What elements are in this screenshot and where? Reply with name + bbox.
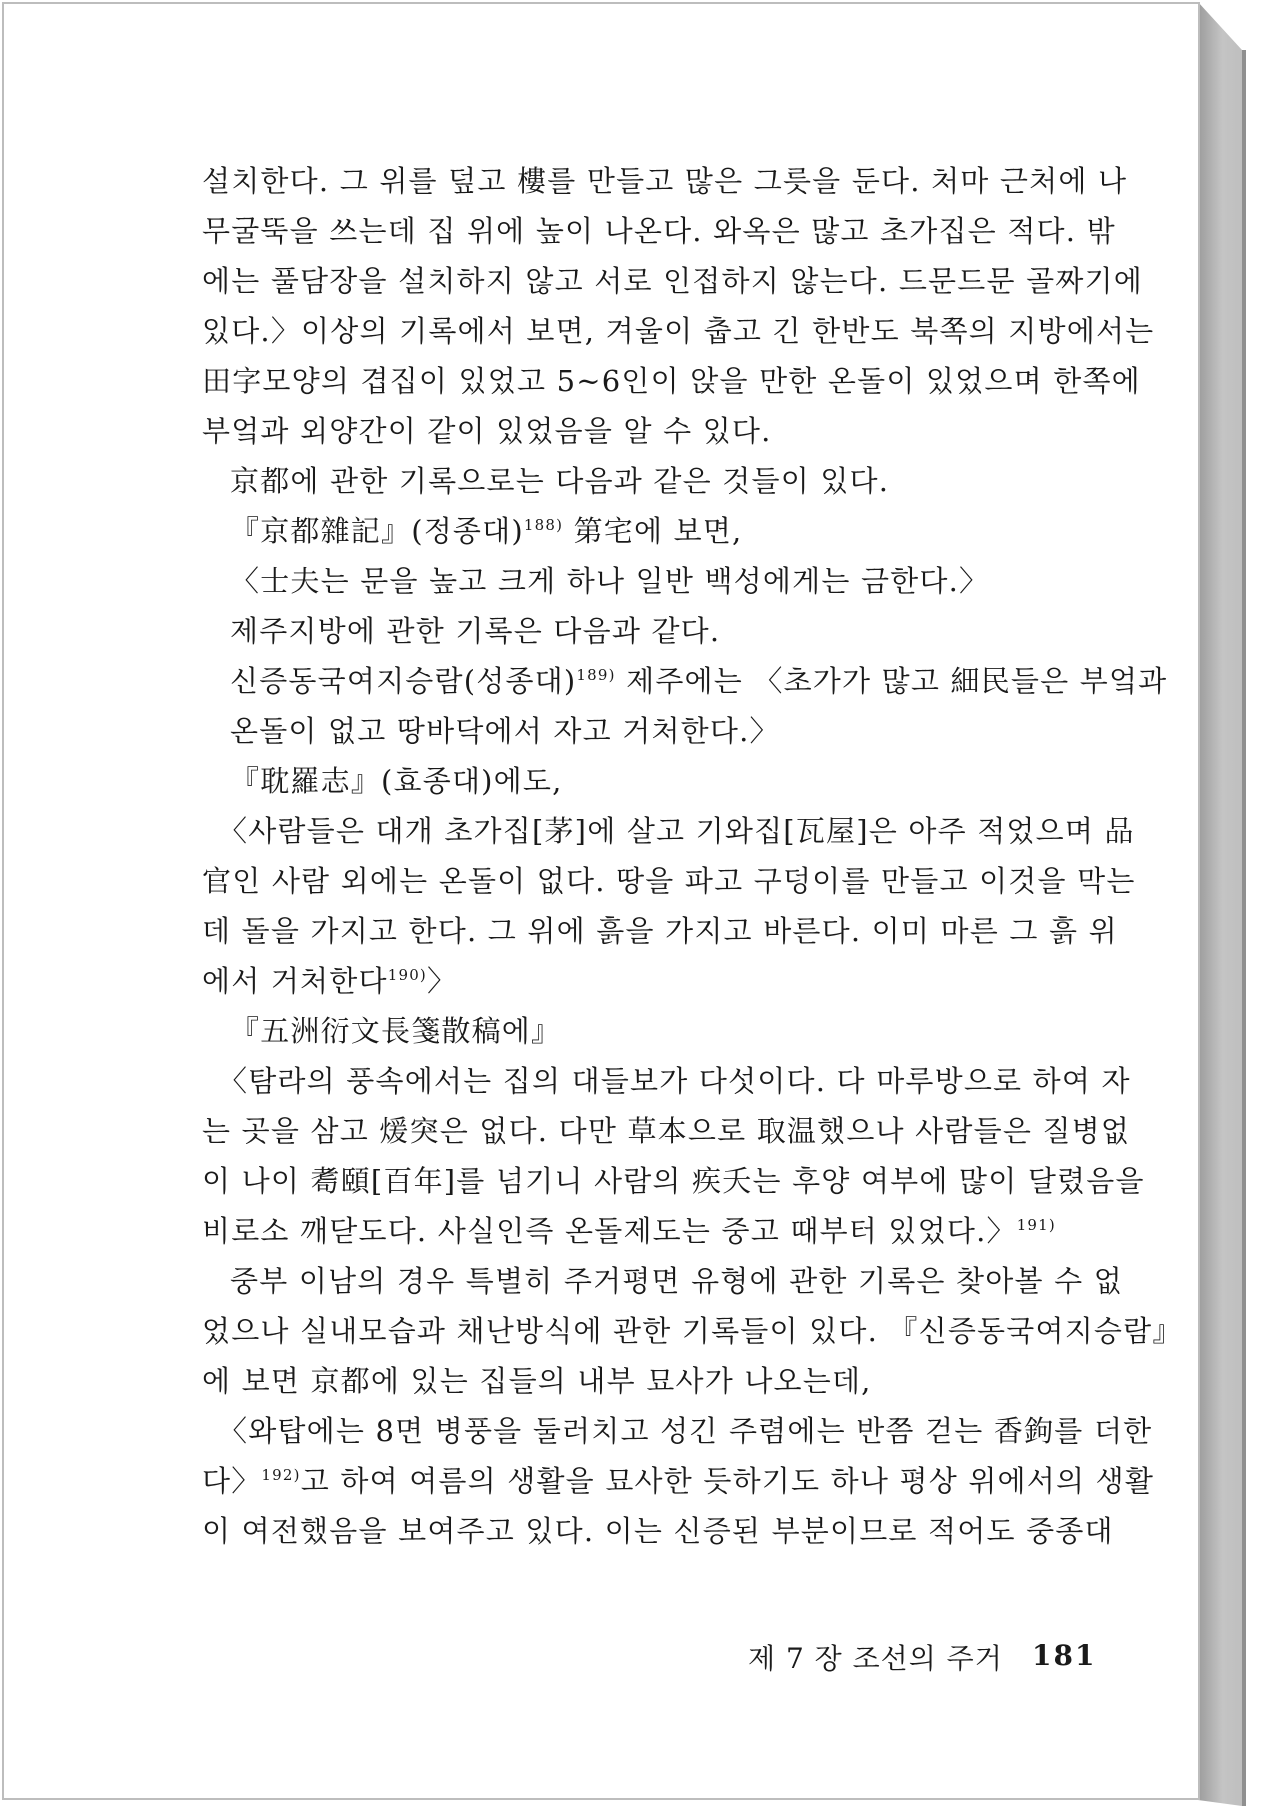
text-line-15: 官인 사람 외에는 온돌이 없다. 땅을 파고 구덩이를 만들고 이것을 막는	[202, 864, 1136, 898]
text-line-19: 〈탐라의 풍속에서는 집의 대들보가 다섯이다. 다 마루방으로 하여 자	[218, 1064, 1131, 1098]
text-line-10: 제주지방에 관한 기록은 다음과 같다.	[230, 614, 721, 648]
text-line-7: 京都에 관한 기록으로는 다음과 같은 것들이 있다.	[230, 464, 890, 498]
footnote-ref-189: 189)	[576, 666, 616, 684]
book-spine-line	[1242, 50, 1246, 1806]
footnote-ref-188: 188)	[523, 516, 564, 534]
text-line-14: 〈사람들은 대개 초가집[茅]에 살고 기와집[瓦屋]은 아주 적었으며 品	[218, 814, 1135, 848]
text-line-21: 이 나이 耈頤[百年]를 넘기니 사람의 疾夭는 후양 여부에 많이 달렸음을	[202, 1164, 1145, 1198]
book-side-edge	[1198, 0, 1279, 1806]
text-line-23: 중부 이남의 경우 특별히 주거평면 유형에 관한 기록은 찾아볼 수 없	[230, 1264, 1123, 1298]
text-line-12: 온돌이 없고 땅바닥에서 자고 거처한다.〉	[230, 714, 780, 748]
text-line-27: 다〉$^{192)}$고 하여 여름의 생활을 묘사한 듯하기도 하나 평상 위에서의 생활	[202, 1464, 1155, 1498]
footnote-ref-190: 190)	[387, 966, 427, 984]
footnote-ref-191: 191)	[1016, 1216, 1056, 1234]
text-line-2: 무굴뚝을 쓰는데 집 위에 높이 나온다. 와옥은 많고 초가집은 적다. 밖	[202, 214, 1116, 248]
page-number: 181	[1032, 1639, 1097, 1672]
text-line-3: 에는 풀담장을 설치하지 않고 서로 인접하지 않는다. 드문드문 골짜기에	[202, 264, 1143, 298]
text-line-25: 에 보면 京都에 있는 집들의 내부 묘사가 나오는데,	[202, 1364, 872, 1398]
footnote-ref-192: 192)	[261, 1466, 301, 1484]
text-line-8: 『京都雜記』(정종대)$^{188)}$ 第宅에 보면,	[230, 514, 743, 548]
text-line-9: 〈士夫는 문을 높고 크게 하나 일반 백성에게는 금한다.〉	[230, 564, 990, 598]
text-line-18: 『五洲衍文長箋散稿에』	[230, 1014, 562, 1048]
text-line-17: 에서 거처한다$^{190)}$〉	[202, 964, 458, 998]
running-footer-chapter: 제 7 장 조선의 주거	[748, 1642, 1003, 1675]
text-line-20: 는 곳을 삼고 煖突은 없다. 다만 草本으로 取温했으나 사람들은 질병없	[202, 1114, 1131, 1148]
text-line-1: 설치한다. 그 위를 덮고 樓를 만들고 많은 그릇을 둔다. 처마 근처에 나	[202, 164, 1128, 198]
text-line-5: 田字모양의 겹집이 있었고 5~6인이 앉을 만한 온돌이 있었으며 한쪽에	[202, 364, 1141, 398]
text-line-6: 부엌과 외양간이 같이 있었음을 알 수 있다.	[202, 414, 772, 448]
text-line-26: 〈와탑에는 8면 병풍을 둘러치고 성긴 주렴에는 반쯤 걷는 香鉤를 더한	[218, 1414, 1153, 1448]
text-line-22: 비로소 깨닫도다. 사실인즉 온돌제도는 중고 때부터 있었다.〉$^{191)}$	[202, 1214, 1056, 1248]
text-line-11: 신증동국여지승람(성종대)$^{189)}$ 제주에는 〈초가가 많고 細民들은 부엌과	[230, 664, 1168, 698]
text-line-13: 『耽羅志』(효종대)에도,	[230, 764, 563, 798]
text-line-24: 었으나 실내모습과 채난방식에 관한 기록들이 있다. 『신증동국여지승람』	[202, 1314, 1183, 1348]
text-line-16: 데 돌을 가지고 한다. 그 위에 흙을 가지고 바른다. 이미 마른 그 흙 위	[202, 914, 1118, 948]
text-line-28: 이 여전했음을 보여주고 있다. 이는 신증된 부분이므로 적어도 중종대	[202, 1514, 1114, 1548]
text-line-4: 있다.〉이상의 기록에서 보면, 겨울이 춥고 긴 한반도 북쪽의 지방에서는	[202, 314, 1155, 348]
